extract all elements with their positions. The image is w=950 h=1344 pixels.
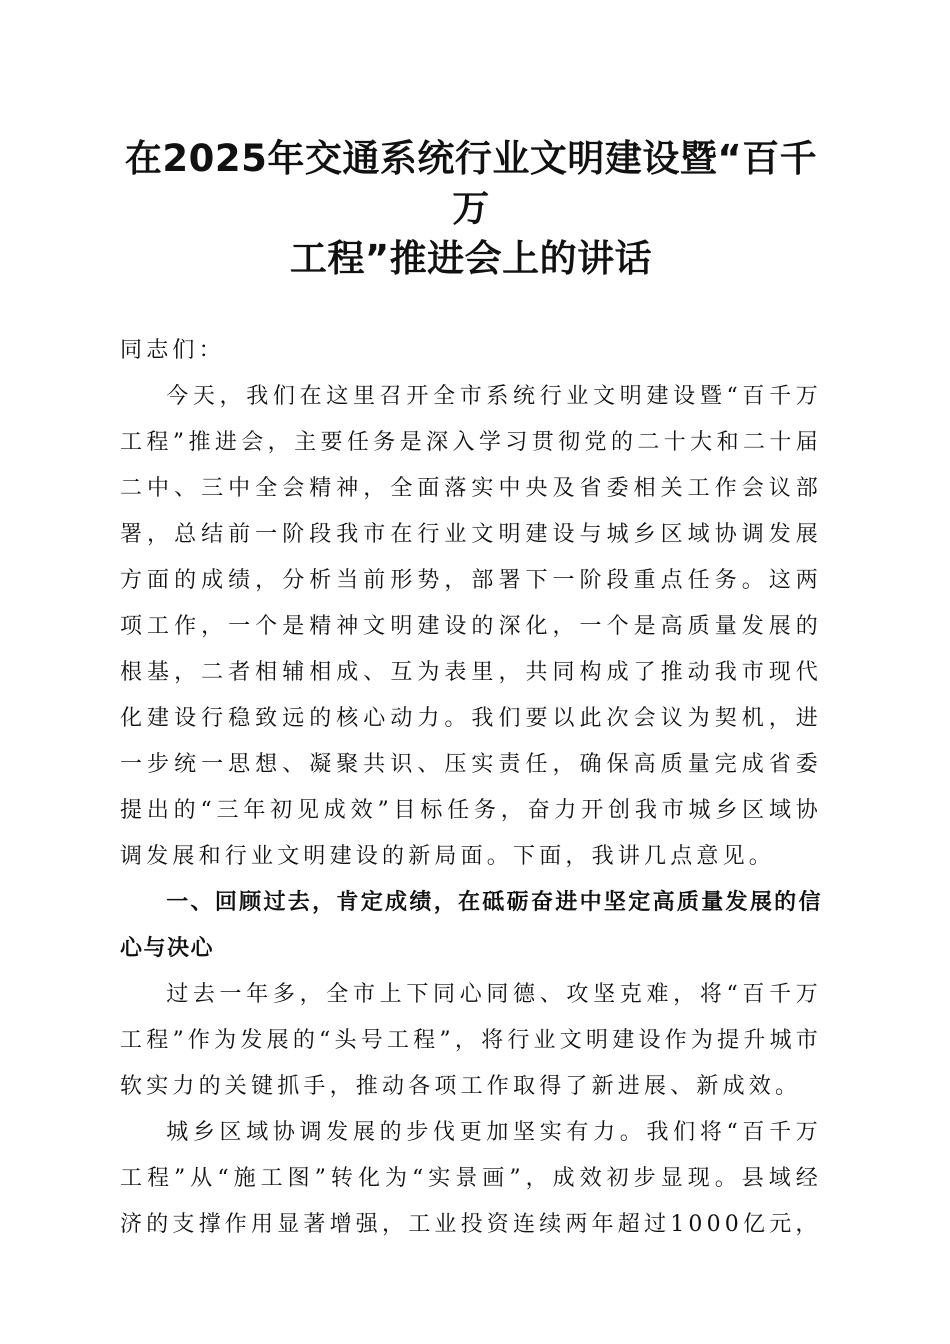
document-title <box>120 0 822 284</box>
document-body <box>120 328 822 1248</box>
intro-paragraph: 今天，我们在这里召开全市系统行业文明建设暨“百千万工程”推进会，主要任务是深入学习贯彻党的二十大和二十届二中、三中全会精神，全面落实中央及省委相关工作会议部署，总结前一阶段我市在行业文明建设与城乡区域协调发展方面的成绩，分析当前形势，部署下一阶段重点任务。这两项工作，一个是精神文明建设的深化，一个是高质量发展的根基，二者相辅相成、互为表里，共同构成了推动我市现代化建设行稳致远的核心动力。我们要以此次会议为契机，进一步统一思想、凝聚共识、压实责任，确保高质量完成省委提出的“三年初见成效”目标任务，奋力开创我市城乡区域协调发展和行业文明建设的新局面。下面，我讲几点意见。 <box>120 384 822 869</box>
section-heading-1: 一、回顾过去，肯定成绩，在砥砺奋进中坚定高质量发展的信心与决心 <box>120 890 822 961</box>
section1-paragraph-2: 城乡区域协调发展的步伐更加坚实有力。我们将“百千万工程”从“施工图”转化为“实景画”，成效初步显现。县域经济的支撑作用显著增强，工业投资连续两年超过1000亿元， <box>120 1120 822 1237</box>
section1-paragraph-1: 过去一年多，全市上下同心同德、攻坚克难，将“百千万工程”作为发展的“头号工程”，将行业文明建设作为提升城市软实力的关键抓手，推动各项工作取得了新进展、新成效。 <box>120 982 822 1099</box>
salutation: 同志们： <box>120 338 225 363</box>
title-line-1: 在2025年交通系统行业文明建设暨“百千万 <box>124 137 818 230</box>
title-line-2: 工程”推进会上的讲话 <box>289 237 653 280</box>
